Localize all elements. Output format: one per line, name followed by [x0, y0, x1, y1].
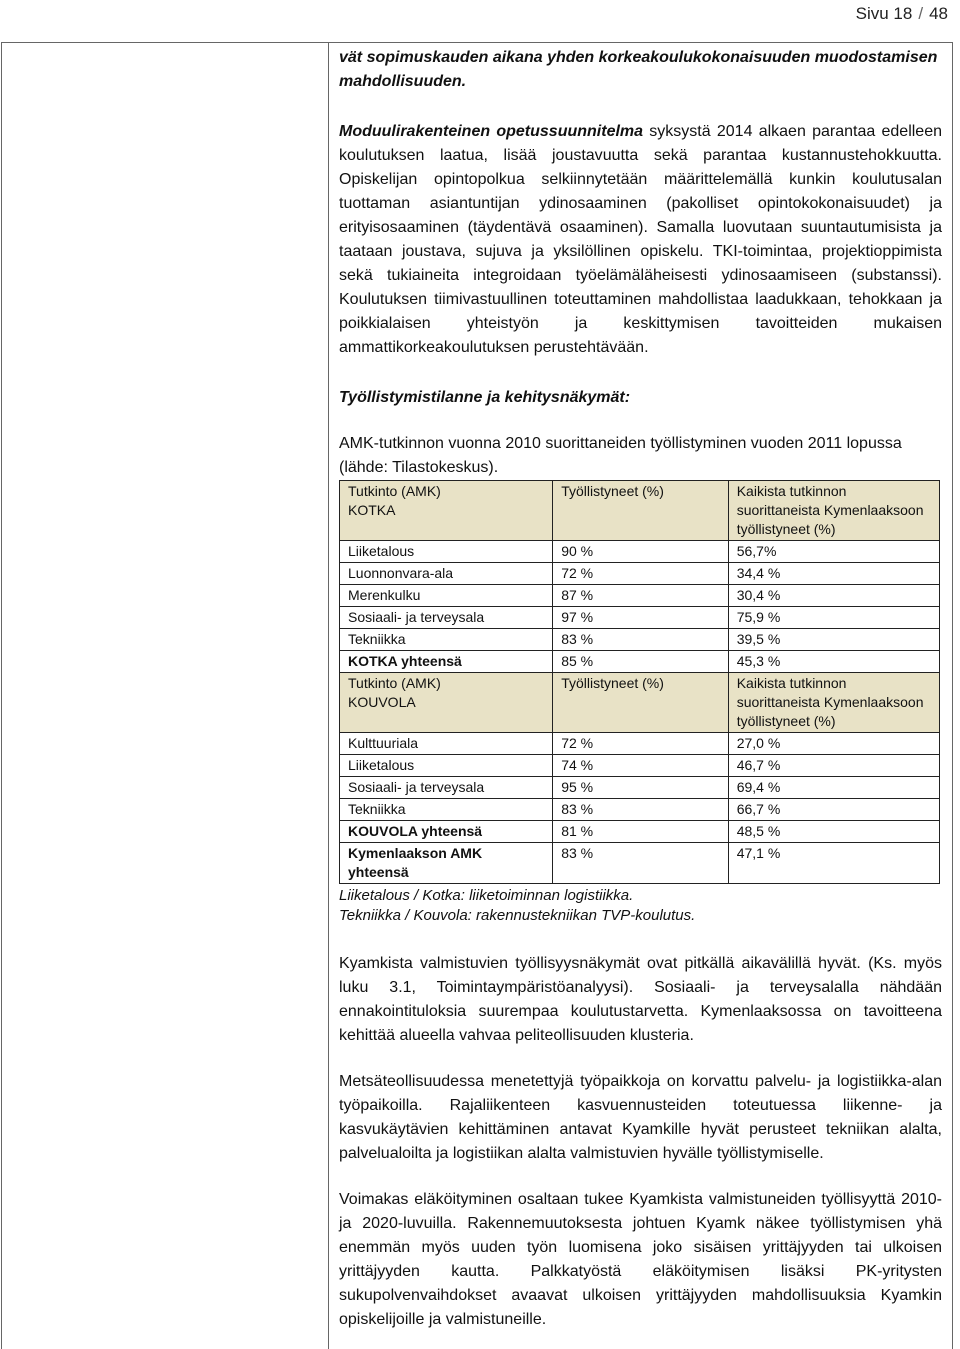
table-cell: Merenkulku — [340, 585, 553, 607]
table-cell: Sosiaali- ja terveysala — [340, 607, 553, 629]
table-cell: 72 % — [553, 563, 729, 585]
table-cell: 46,7 % — [728, 755, 939, 777]
table-row — [340, 563, 940, 585]
table-cell: 45,3 % — [728, 651, 939, 673]
curriculum-lead: Moduulirakenteinen opetussuunnitelma — [339, 123, 644, 140]
table-total-row — [340, 843, 940, 884]
table-row — [340, 777, 940, 799]
employment-table — [339, 480, 940, 884]
table-cell: Liiketalous — [340, 755, 553, 777]
table-cell: 97 % — [553, 607, 729, 629]
table-cell: 90 % — [553, 541, 729, 563]
table-cell: 72 % — [553, 733, 729, 755]
table-total-row — [340, 651, 940, 673]
table-cell: 75,9 % — [728, 607, 939, 629]
table-cell: 39,5 % — [728, 629, 939, 651]
paragraph-curriculum — [339, 120, 942, 360]
section-heading: Työllistymistilanne ja kehitysnäkymät: — [339, 389, 631, 406]
table-row — [340, 629, 940, 651]
table-note-2: Tekniikka / Kouvola: rakennustekniikan TVP-koulutus. — [339, 907, 696, 924]
curriculum-text: syksystä 2014 alkaen parantaa edelleen koulutuksen laatua, lisää joustavuutta sekä parantaa kustannustehokkuutta. Opiskelijan opintopolkua selkiinnytetään määrittelemällä kunkin koulutusalan tuottaman asiantuntijan ydinosaaminen (pakolliset opintokokonaisuudet) ja erityisosaaminen (täydentävä osaaminen). Samalla luovutaan suuntautumisista ja taataan joustava, sujuva ja yksilöllinen opiskelu. TKI-toimintaa, projektioppimista sekä tukiaineita integroidaan työelämäläheisesti ydinosaamiseen (substanssi). Koulutuksen tiimivastuullinen toteuttaminen mahdollistaa laadukkaan, tehokkaan ja poikkialaisen yhteistyön ja keskittymisen tavoitteiden mukaisen ammattikorkeakoulutuksen perustehtävään. — [339, 123, 942, 356]
table-cell: Kulttuuriala — [340, 733, 553, 755]
table-cell: 56,7% — [728, 541, 939, 563]
table-cell: Kaikista tutkinnon suorittaneista Kymenlaaksoon työllistyneet (%) — [728, 481, 939, 541]
table-row — [340, 733, 940, 755]
table-cell: Kymenlaakson AMK yhteensä — [340, 843, 553, 884]
table-cell: 85 % — [553, 651, 729, 673]
paragraph-forestry: Metsäteollisuudessa menetettyjä työpaikkoja on korvattu palvelu- ja logistiikka-alan työpaikoilla. Rajaliikenteen kasvuennusteiden toteutuessa liikenne- ja kasvukäytävien kehittäminen antavat Kyamkille hyvät perusteet tekniikan alalta, palvelualoilta ja logistiikan alalta valmistuvien hyvälle työllistymiselle. — [339, 1073, 942, 1162]
table-cell: 83 % — [553, 799, 729, 821]
page-header — [0, 0, 960, 40]
table-cell: 48,5 % — [728, 821, 939, 843]
page-current: 18 — [893, 4, 913, 23]
content-column — [339, 46, 942, 1332]
table-cell: 30,4 % — [728, 585, 939, 607]
table-cell: KOTKA yhteensä — [340, 651, 553, 673]
column-divider — [328, 42, 329, 1349]
table-cell: Tekniikka — [340, 799, 553, 821]
table-row — [340, 585, 940, 607]
table-cell: Tutkinto (AMK) KOTKA — [340, 481, 553, 541]
table-cell: Liiketalous — [340, 541, 553, 563]
table-cell: 74 % — [553, 755, 729, 777]
table-row — [340, 607, 940, 629]
table-cell: 27,0 % — [728, 733, 939, 755]
table-cell: 95 % — [553, 777, 729, 799]
page-number — [856, 4, 948, 24]
page-total: 48 — [929, 4, 948, 23]
table-cell: Kaikista tutkinnon suorittaneista Kymenlaaksoon työllistyneet (%) — [728, 673, 939, 733]
table-cell: Tutkinto (AMK) KOUVOLA — [340, 673, 553, 733]
table-row — [340, 799, 940, 821]
table-cell: 83 % — [553, 843, 729, 884]
table-cell: 81 % — [553, 821, 729, 843]
table-header-row — [340, 481, 940, 541]
table-cell: 83 % — [553, 629, 729, 651]
table-total-row — [340, 821, 940, 843]
table-cell: Sosiaali- ja terveysala — [340, 777, 553, 799]
table-header-row — [340, 673, 940, 733]
table-intro: AMK-tutkinnon vuonna 2010 suorittaneiden työllistyminen vuoden 2011 lopussa (lähde: Tilastokeskus). — [339, 435, 902, 476]
table-row — [340, 541, 940, 563]
table-cell: Tekniikka — [340, 629, 553, 651]
table-cell: 34,4 % — [728, 563, 939, 585]
table-cell: Työllistyneet (%) — [553, 673, 729, 733]
table-cell: Luonnonvara-ala — [340, 563, 553, 585]
table-cell: 69,4 % — [728, 777, 939, 799]
page-label: Sivu — [855, 4, 889, 23]
paragraph-outlook: Kyamkista valmistuvien työllisyysnäkymät ovat pitkällä aikavälillä hyvät. (Ks. myös luku 3.1, Toimintaympäristöanalyysi). Sosiaali- ja terveysalalla nähdään ennakointituloksia suurempaa koulutustarvetta. Kymenlaaksossa on tavoitteena kehittää alueella vahvaa peliteollisuuden klusteria. — [339, 955, 942, 1044]
table-cell: Työllistyneet (%) — [553, 481, 729, 541]
table-cell: KOUVOLA yhteensä — [340, 821, 553, 843]
table-cell: 47,1 % — [728, 843, 939, 884]
table-cell: 66,7 % — [728, 799, 939, 821]
table-note-1: Liiketalous / Kotka: liiketoiminnan logistiikka. — [339, 887, 634, 904]
table-cell: 87 % — [553, 585, 729, 607]
paragraph-retirement: Voimakas eläköityminen osaltaan tukee Kyamkista valmistuneiden työllisyyttä 2010- ja 2020-luvuilla. Rakennemuutoksesta johtuen Kyamk näkee työllistymisen yhä enemmän myös uuden työn luomisena joko sisäisen yrittäjyyden tai ulkoisen yrittäjyyden kautta. Palkkatyöstä eläköitymisen lisäksi PK-yritysten sukupolvenvaihdokset avaavat ulkoisen yrittäjyyden mahdollisuuksia Kyamkin opiskelijoille ja valmistuneille. — [339, 1191, 942, 1328]
table-row — [340, 755, 940, 777]
paragraph-continuation: vät sopimuskauden aikana yhden korkeakoulukokonaisuuden muodostamisen mahdollisuuden. — [339, 49, 938, 90]
page-separator: / — [918, 4, 924, 23]
